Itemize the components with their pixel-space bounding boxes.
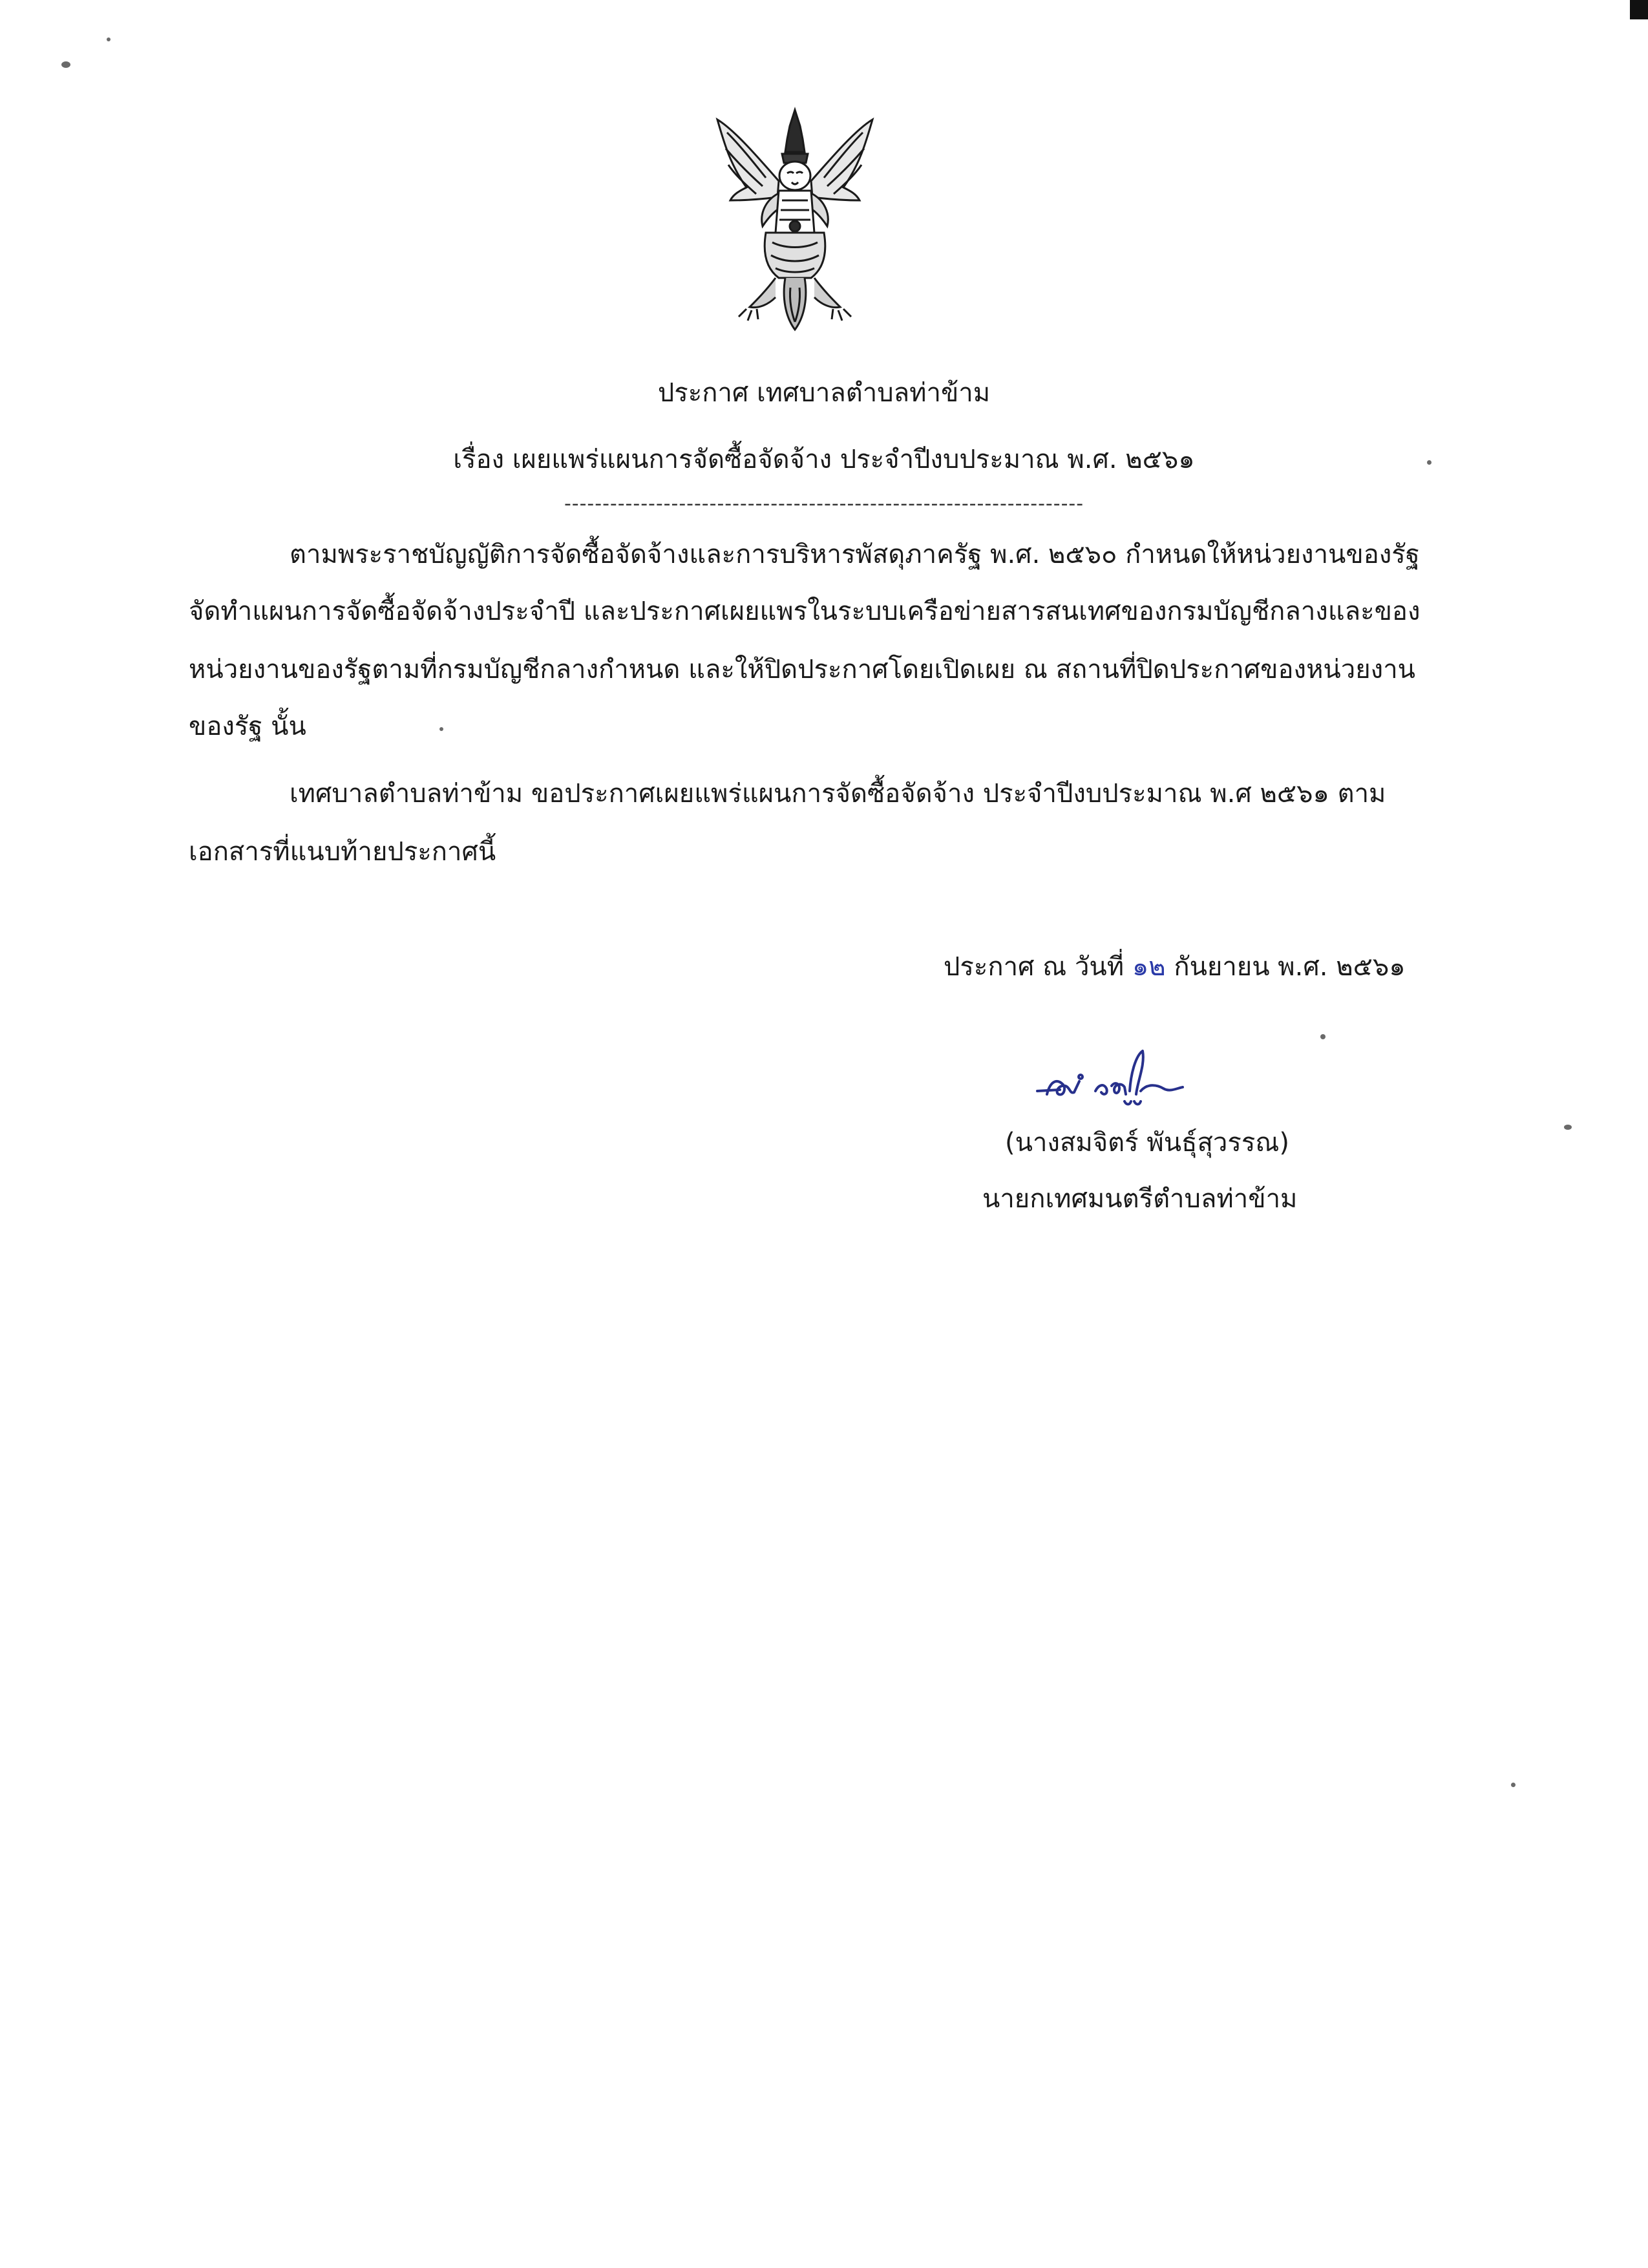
signatory-position: นายกเทศมนตรีตำบลท่าข้าม — [982, 1184, 1298, 1214]
scan-speck — [439, 727, 443, 731]
dateline-prefix: ประกาศ ณ วันที่ — [944, 952, 1125, 982]
scan-speck — [1564, 1125, 1572, 1130]
dateline-month-year: กันยายน พ.ศ. ๒๕๖๑ — [1174, 952, 1406, 982]
body-paragraph-1-line-3: หน่วยงานของรัฐตามที่กรมบัญชีกลางกำหนด และให้ปิดประกาศโดยเปิดเผย ณ สถานที่ปิดประกาศของหน่วยงาน — [189, 655, 1416, 684]
scan-speck — [1511, 1783, 1516, 1787]
announcement-title: ประกาศ เทศบาลตำบลท่าข้าม — [657, 378, 991, 408]
separator-line: -------------------------------------------------------------------- — [564, 493, 1084, 515]
handwritten-signature — [1034, 1046, 1228, 1123]
scan-edge-mark — [1630, 0, 1648, 19]
scan-speck — [1320, 1034, 1326, 1039]
body-paragraph-1-line-4: ของรัฐ นั้น — [189, 712, 306, 741]
announcement-subject: เรื่อง เผยแพร่แผนการจัดซื้อจัดจ้าง ประจำปีงบประมาณ พ.ศ. ๒๕๖๑ — [453, 445, 1195, 474]
dateline — [944, 949, 1406, 985]
body-paragraph-1-line-1: ตามพระราชบัญญัติการจัดซื้อจัดจ้างและการบริหารพัสดุภาครัฐ พ.ศ. ๒๕๖๐ กำหนดให้หน่วยงานของรัฐ — [290, 540, 1420, 569]
scan-speck — [107, 37, 111, 41]
garuda-emblem-icon — [695, 103, 895, 339]
signatory-name: (นางสมจิตร์ พันธุ์สุวรรณ) — [1005, 1128, 1290, 1158]
body-paragraph-2-line-1: เทศบาลตำบลท่าข้าม ขอประกาศเผยแพร่แผนการจัดซื้อจัดจ้าง ประจำปีงบประมาณ พ.ศ ๒๕๖๑ ตาม — [290, 779, 1386, 809]
body-paragraph-1-line-2: จัดทำแผนการจัดซื้อจัดจ้างประจำปี และประกาศเผยแพรในระบบเครือข่ายสารสนเทศของกรมบัญชีกลางและของ — [189, 597, 1421, 626]
dateline-day: ๑๒ — [1132, 952, 1166, 982]
body-paragraph-2-line-2: เอกสารที่แนบท้ายประกาศนี้ — [189, 837, 496, 867]
scan-speck — [61, 61, 70, 68]
